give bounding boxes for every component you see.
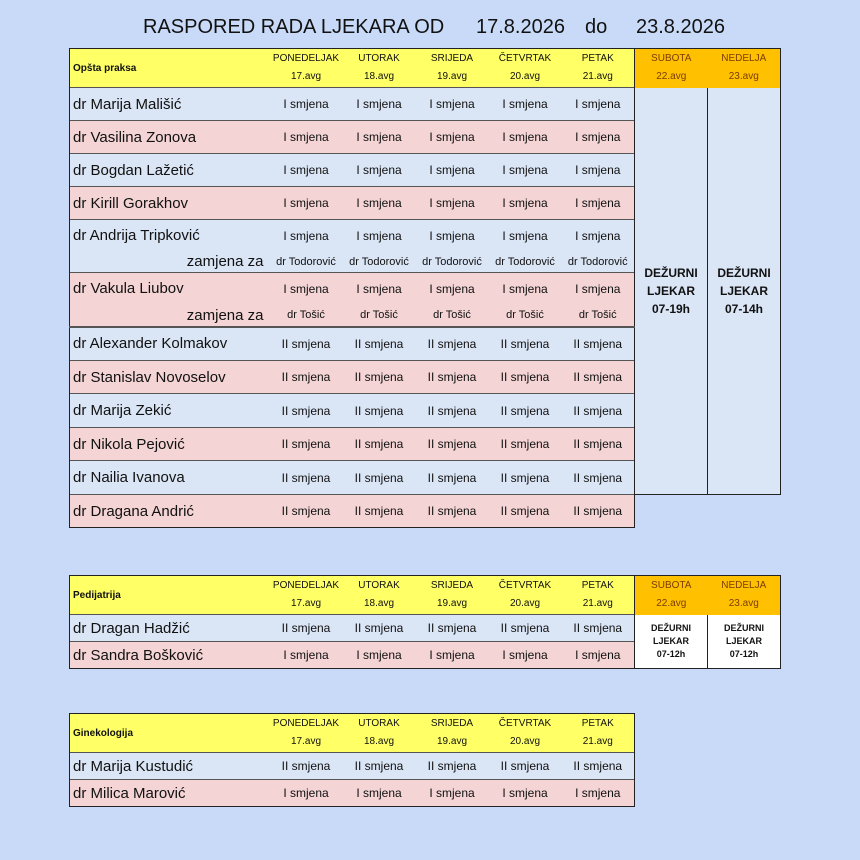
shift-cell: I smjena	[343, 187, 416, 220]
shift-cell: II smjena	[489, 327, 562, 361]
replacement-cell: dr Todorović	[343, 252, 416, 273]
shift-cell: II smjena	[343, 428, 416, 461]
shift-cell: II smjena	[343, 361, 416, 394]
doctor-name: dr Alexander Kolmakov	[70, 327, 270, 361]
shift-cell: II smjena	[489, 394, 562, 428]
shift-cell: I smjena	[489, 187, 562, 220]
shift-cell: II smjena	[489, 615, 562, 642]
doctor-name: dr Marija Zekić	[70, 394, 270, 428]
doctor-name: dr Bogdan Lažetić	[70, 154, 270, 187]
day-header: PETAK 21.avg	[562, 714, 635, 753]
shift-cell: II smjena	[489, 428, 562, 461]
shift-cell: I smjena	[343, 220, 416, 252]
shift-cell: I smjena	[343, 642, 416, 669]
shift-cell: II smjena	[416, 394, 489, 428]
shift-cell: II smjena	[343, 495, 416, 528]
shift-cell: II smjena	[562, 461, 635, 495]
shift-cell: II smjena	[562, 394, 635, 428]
section-title: Ginekologija	[70, 714, 270, 753]
shift-cell: I smjena	[562, 780, 635, 807]
shift-cell: I smjena	[562, 187, 635, 220]
shift-cell: I smjena	[416, 154, 489, 187]
shift-cell: II smjena	[343, 327, 416, 361]
shift-cell: II smjena	[270, 428, 343, 461]
doctor-name: dr Kirill Gorakhov	[70, 187, 270, 220]
shift-cell: II smjena	[489, 495, 562, 528]
shift-cell: II smjena	[270, 361, 343, 394]
header-row	[70, 49, 781, 88]
doctor-name: dr Marija Kustudić	[70, 753, 270, 780]
shift-cell: II smjena	[416, 495, 489, 528]
doctor-name: dr Nikola Pejović	[70, 428, 270, 461]
shift-cell: I smjena	[343, 780, 416, 807]
shift-cell: I smjena	[270, 642, 343, 669]
doctor-name: dr Marija Mališić	[70, 88, 270, 121]
table-row	[70, 615, 781, 642]
day-header: ČETVRTAK 20.avg	[489, 49, 562, 88]
shift-cell: I smjena	[270, 88, 343, 121]
shift-cell: II smjena	[416, 327, 489, 361]
day-header: SRIJEDA 19.avg	[416, 714, 489, 753]
duty-saturday: DEŽURNI LJEKAR 07-19h	[635, 88, 708, 495]
replacement-cell: dr Tošić	[489, 305, 562, 327]
replacement-cell: dr Tošić	[270, 305, 343, 327]
day-header: PONEDELJAK 17.avg	[270, 714, 343, 753]
date-separator: do	[585, 16, 608, 38]
shift-cell: I smjena	[270, 780, 343, 807]
duty-sunday: DEŽURNI LJEKAR 07-12h	[708, 615, 781, 669]
shift-cell: I smjena	[489, 154, 562, 187]
doctor-name: dr Milica Marović	[70, 780, 270, 807]
header-row	[70, 714, 635, 753]
replacement-cell: dr Tošić	[416, 305, 489, 327]
date-from: 17.8.2026	[476, 16, 565, 38]
table-row	[70, 753, 635, 780]
shift-cell: II smjena	[489, 461, 562, 495]
shift-cell: I smjena	[270, 187, 343, 220]
shift-cell: II smjena	[270, 394, 343, 428]
doctor-name: dr Andrija Tripković	[70, 220, 270, 252]
day-header: PONEDELJAK 17.avg	[270, 49, 343, 88]
table-row	[70, 495, 781, 528]
doctor-name: dr Dragana Andrić	[70, 495, 270, 528]
shift-cell: II smjena	[562, 753, 635, 780]
day-header: ČETVRTAK 20.avg	[489, 714, 562, 753]
shift-cell: I smjena	[416, 642, 489, 669]
shift-cell: I smjena	[416, 273, 489, 305]
shift-cell: II smjena	[416, 428, 489, 461]
shift-cell: II smjena	[270, 327, 343, 361]
doctor-name: dr Dragan Hadžić	[70, 615, 270, 642]
shift-cell: II smjena	[416, 461, 489, 495]
shift-cell: I smjena	[489, 220, 562, 252]
section-title: Pedijatrija	[70, 576, 270, 615]
shift-cell: I smjena	[416, 121, 489, 154]
weekend-day-header: SUBOTA 22.avg	[635, 576, 708, 615]
shift-cell: I smjena	[416, 88, 489, 121]
day-header: UTORAK 18.avg	[343, 49, 416, 88]
shift-cell: I smjena	[489, 780, 562, 807]
shift-cell: I smjena	[562, 273, 635, 305]
shift-cell: II smjena	[343, 394, 416, 428]
replacement-cell: dr Tošić	[343, 305, 416, 327]
shift-cell: II smjena	[343, 615, 416, 642]
shift-cell: II smjena	[416, 753, 489, 780]
day-header: UTORAK 18.avg	[343, 714, 416, 753]
table-opsta-praksa	[69, 48, 781, 528]
doctor-name: dr Nailia Ivanova	[70, 461, 270, 495]
replacement-label: zamjena za	[70, 252, 270, 273]
shift-cell: II smjena	[562, 495, 635, 528]
section-title: Opšta praksa	[70, 49, 270, 88]
shift-cell: II smjena	[416, 615, 489, 642]
shift-cell: II smjena	[562, 428, 635, 461]
shift-cell: I smjena	[270, 154, 343, 187]
shift-cell: I smjena	[562, 220, 635, 252]
doctor-name: dr Stanislav Novoselov	[70, 361, 270, 394]
shift-cell: II smjena	[562, 615, 635, 642]
table-row	[70, 88, 781, 121]
replacement-cell: dr Tošić	[562, 305, 635, 327]
table-row	[70, 780, 635, 807]
day-header: ČETVRTAK 20.avg	[489, 576, 562, 615]
replacement-cell: dr Todorović	[489, 252, 562, 273]
duty-sunday: DEŽURNI LJEKAR 07-14h	[708, 88, 781, 495]
schedule-title	[0, 16, 860, 46]
shift-cell: II smjena	[562, 327, 635, 361]
day-header: SRIJEDA 19.avg	[416, 49, 489, 88]
doctor-name: dr Vasilina Zonova	[70, 121, 270, 154]
doctor-name: dr Sandra Bošković	[70, 642, 270, 669]
shift-cell: II smjena	[270, 753, 343, 780]
shift-cell: II smjena	[270, 615, 343, 642]
shift-cell: I smjena	[416, 187, 489, 220]
doctor-name: dr Vakula Liubov	[70, 273, 270, 305]
shift-cell: I smjena	[562, 154, 635, 187]
replacement-cell: dr Todorović	[562, 252, 635, 273]
shift-cell: I smjena	[562, 88, 635, 121]
shift-cell: II smjena	[343, 753, 416, 780]
duty-saturday: DEŽURNI LJEKAR 07-12h	[635, 615, 708, 669]
shift-cell: II smjena	[489, 361, 562, 394]
day-header: SRIJEDA 19.avg	[416, 576, 489, 615]
shift-cell: II smjena	[343, 461, 416, 495]
shift-cell: I smjena	[562, 121, 635, 154]
replacement-label: zamjena za	[70, 305, 270, 327]
shift-cell: II smjena	[562, 361, 635, 394]
weekend-day-header: NEDELJA 23.avg	[708, 49, 781, 88]
header-row	[70, 576, 781, 615]
shift-cell: II smjena	[489, 753, 562, 780]
day-header: UTORAK 18.avg	[343, 576, 416, 615]
day-header: PONEDELJAK 17.avg	[270, 576, 343, 615]
shift-cell: I smjena	[270, 220, 343, 252]
shift-cell: II smjena	[416, 361, 489, 394]
shift-cell: I smjena	[489, 642, 562, 669]
shift-cell: I smjena	[343, 154, 416, 187]
replacement-cell: dr Todorović	[270, 252, 343, 273]
shift-cell: I smjena	[416, 780, 489, 807]
title-text: RASPORED RADA LJEKARA OD	[143, 16, 445, 38]
table-ginekologija	[69, 713, 635, 807]
shift-cell: I smjena	[416, 220, 489, 252]
shift-cell: I smjena	[489, 88, 562, 121]
date-to: 23.8.2026	[636, 16, 725, 38]
replacement-cell: dr Todorović	[416, 252, 489, 273]
shift-cell: I smjena	[343, 88, 416, 121]
day-header: PETAK 21.avg	[562, 576, 635, 615]
day-header: PETAK 21.avg	[562, 49, 635, 88]
shift-cell: I smjena	[489, 273, 562, 305]
shift-cell: I smjena	[270, 121, 343, 154]
table-pedijatrija	[69, 575, 781, 669]
weekend-day-header: SUBOTA 22.avg	[635, 49, 708, 88]
shift-cell: I smjena	[489, 121, 562, 154]
shift-cell: II smjena	[270, 495, 343, 528]
shift-cell: I smjena	[343, 121, 416, 154]
shift-cell: I smjena	[343, 273, 416, 305]
shift-cell: I smjena	[270, 273, 343, 305]
shift-cell: II smjena	[270, 461, 343, 495]
weekend-day-header: NEDELJA 23.avg	[708, 576, 781, 615]
shift-cell: I smjena	[562, 642, 635, 669]
